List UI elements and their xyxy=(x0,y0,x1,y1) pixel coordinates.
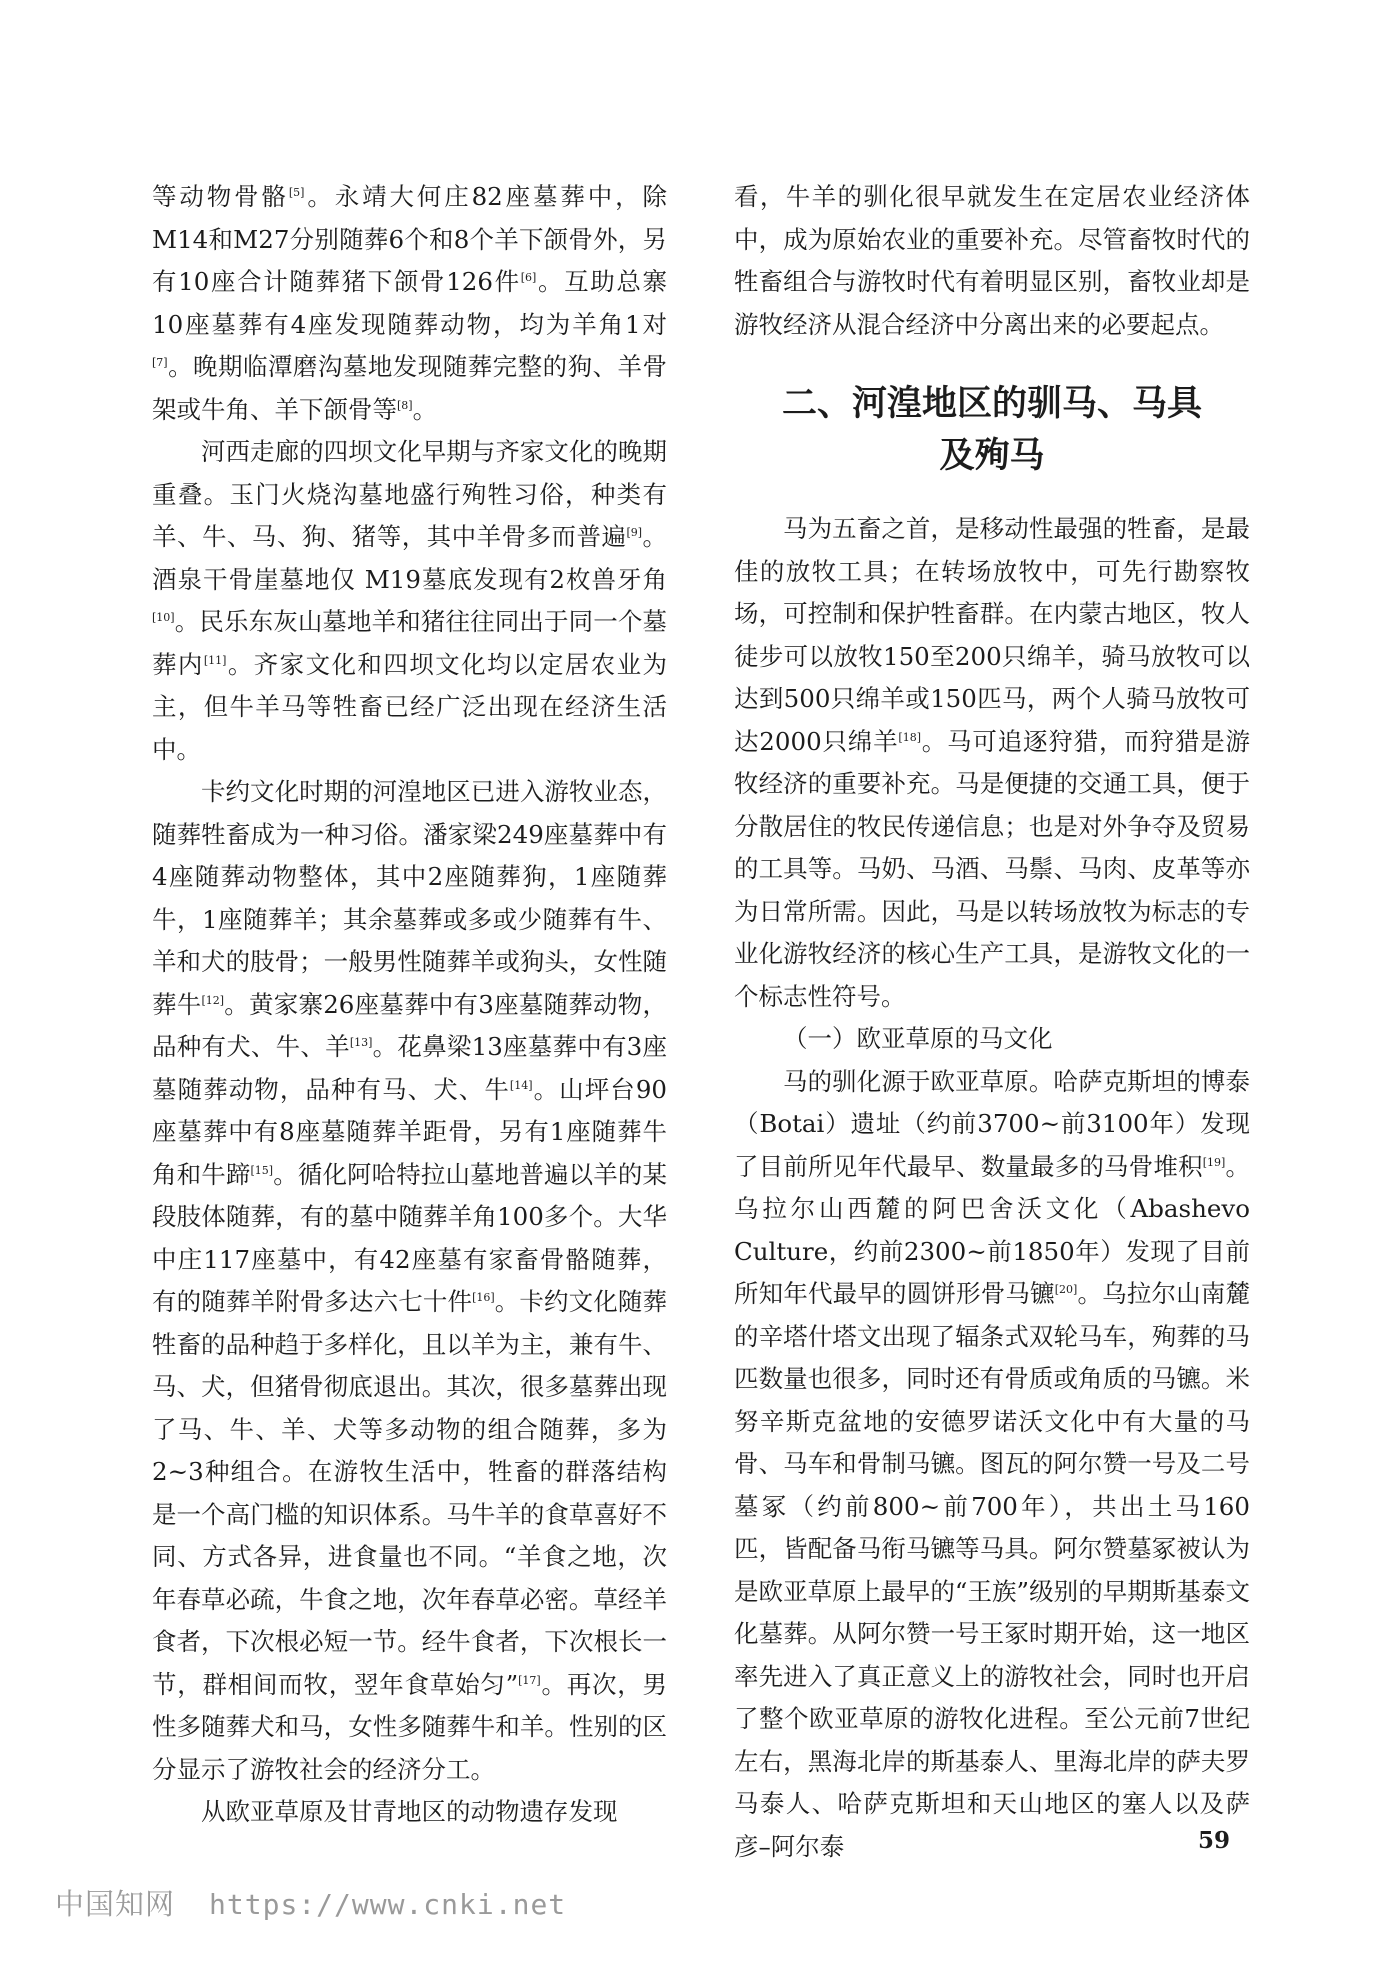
paragraph xyxy=(152,431,667,771)
citation-ref: [15] xyxy=(250,1163,274,1177)
paragraph-text: 。晚期临潭磨沟墓地发现随葬完整的狗、羊骨架或牛角、羊下颌骨等 xyxy=(152,352,667,424)
paragraph-text: 看，牛羊的驯化很早就发生在定居农业经济体中，成为原始农业的重要补充。尽管畜牧时代的牲畜组合与游牧时代有着明显区别，畜牧业却是游牧经济从混合经济中分离出来的必要起点。 xyxy=(734,182,1250,339)
paragraph-text: 。马可追逐狩猎，而狩猎是游牧经济的重要补充。马是便捷的交通工具，便于分散居住的牧民传递信息；也是对外争夺及贸易的工具等。马奶、马酒、马鬃、马肉、皮革等亦为日常所需。因此，马是以转场放牧为标志的专业化游牧经济的核心生产工具，是游牧文化的一个标志性符号。 xyxy=(734,726,1251,1011)
paragraph-text: 。齐家文化和四坝文化均以定居农业为主，但牛羊马等牲畜已经广泛出现在经济生活中。 xyxy=(152,649,668,764)
citation-ref: [20] xyxy=(1054,1283,1078,1296)
section-heading-line: 及殉马 xyxy=(939,436,1045,476)
right-column xyxy=(734,176,1250,1868)
paragraph-text: 从欧亚草原及甘青地区的动物遗存发现 xyxy=(201,1797,618,1826)
paragraph-text: 等动物骨骼 xyxy=(152,182,289,211)
paragraph-text: 。 xyxy=(412,394,438,424)
left-column xyxy=(152,176,667,1834)
paragraph-text: 马为五畜之首，是移动性最强的牲畜，是最佳的放牧工具；在转场放牧中，可先行勘察牧场，可控制和保护牲畜群。在内蒙古地区，牧人徒步可以放牧150至200只绵羊，骑马放牧可以达到500只绵羊或150匹马，两个人骑马放牧可达2000只绵羊 xyxy=(734,514,1250,756)
citation-ref: [5] xyxy=(288,186,305,199)
paragraph xyxy=(734,1061,1250,1869)
paragraph-text: 。乌拉尔山西麓的阿巴舍沃文化（Abashevo Culture，约前2300~前1850年）发现了目前所知年代最早的圆饼形骨马镳 xyxy=(734,1151,1250,1308)
paragraph xyxy=(152,1791,667,1834)
paragraph xyxy=(734,508,1250,1018)
citation-ref: [6] xyxy=(520,271,537,284)
watermark-cnki-name: 中国知网 xyxy=(55,1887,176,1921)
paragraph-text: 。永靖大何庄82座墓葬中，除M14和M27分别随葬6个和8个羊下颌骨外，另有10座合计随葬猪下颌骨126件 xyxy=(152,182,667,296)
paragraph-text: 。卡约文化随葬牲畜的品种趋于多样化，且以羊为主，兼有牛、马、犬，但猪骨彻底退出。其次，很多墓葬出现了马、牛、羊、犬等多动物的组合随葬，多为2~3种组合。在游牧生活中，牲畜的群落结构是一个高门槛的知识体系。马牛羊的食草喜好不同、方式各异，进食量也不同。“羊食之地，次年春草必疏，牛食之地，次年春草必密。草经羊食者，下次根必短一节。经牛食者，下次根长一节，群相间而牧，翌年食草始匀” xyxy=(152,1287,667,1699)
paragraph xyxy=(152,176,667,431)
paragraph-text: 马的驯化源于欧亚草原。哈萨克斯坦的博泰（Botai）遗址（约前3700~前3100年）发现了目前所见年代最早、数量最多的马骨堆积 xyxy=(734,1066,1250,1181)
citation-ref: [13] xyxy=(349,1036,373,1049)
paragraph-text: 。乌拉尔山南麓的辛塔什塔文出现了辐条式双轮马车，殉葬的马匹数量也很多，同时还有骨质或角质的马镳。米努辛斯克盆地的安德罗诺沃文化中有大量的马骨、马车和骨制马镳。图瓦的阿尔赞一号及二号墓冢（约前800~前700年），共出土马160匹，皆配备马衔马镳等马具。阿尔赞墓冢被认为是欧亚草原上最早的“王族”级别的早期斯基泰文化墓葬。从阿尔赞一号王冢时期开始，这一地区率先进入了真正意义上的游牧社会，同时也开启了整个欧亚草原的游牧化进程。至公元前7世纪左右，黑海北岸的斯基泰人、里海北岸的萨夫罗马泰人、哈萨克斯坦和天山地区的塞人以及萨彦–阿尔泰 xyxy=(734,1279,1251,1861)
citation-ref: [14] xyxy=(509,1078,533,1092)
paragraph-text: 。民乐东灰山墓地羊和猪往往同出于同一个墓葬内 xyxy=(152,607,667,679)
citation-ref: [11] xyxy=(203,653,227,667)
watermark-url: https://www.cnki.net xyxy=(209,1888,567,1921)
paragraph-text: 。黄家寨26座墓葬中有3座墓随葬动物，品种有犬、牛、羊 xyxy=(152,989,668,1061)
section-heading xyxy=(734,378,1250,482)
paragraph-text: 。循化阿哈特拉山墓地普遍以羊的某段肢体随葬，有的墓中随葬羊角100多个。大华中庄117座墓中，有42座墓有家畜骨骼随葬，有的随葬羊附骨多达六七十件 xyxy=(152,1159,668,1316)
citation-ref: [12] xyxy=(201,993,225,1007)
citation-ref: [9] xyxy=(626,526,643,539)
paragraph-text: 河西走廊的四坝文化早期与齐家文化的晚期重叠。玉门火烧沟墓地盛行殉牲习俗，种类有羊、牛、马、狗、猪等，其中羊骨多而普遍 xyxy=(152,437,667,551)
citation-ref: [10] xyxy=(152,611,175,624)
paragraph xyxy=(152,771,667,1791)
subsection-heading: （一）欧亚草原的马文化 xyxy=(783,1024,1053,1053)
paragraph-text: 。山坪台90座墓葬中有8座墓随葬羊距骨，另有1座随葬牛角和牛蹄 xyxy=(152,1074,667,1189)
paragraph-text: 。酒泉干骨崖墓地仅 M19墓底发现有2枚兽牙角 xyxy=(152,522,668,594)
section-heading-line: 二、河湟地区的驯马、马具 xyxy=(781,384,1202,424)
paragraph-text: 。再次，男性多随葬犬和马，女性多随葬牛和羊。性别的区分显示了游牧社会的经济分工。 xyxy=(152,1669,668,1784)
cnki-watermark xyxy=(55,1882,566,1923)
citation-ref: [18] xyxy=(898,730,921,744)
paragraph-text: 。花鼻梁13座墓葬中有3座墓随葬动物，品种有马、犬、牛 xyxy=(152,1032,667,1104)
citation-ref: [8] xyxy=(397,398,413,412)
page-number: 59 xyxy=(1198,1827,1231,1854)
paragraph-text: 。互助总寨10座墓葬有4座发现随葬动物，均为羊角1对 xyxy=(152,267,668,339)
paragraph-text: 卡约文化时期的河湟地区已进入游牧业态，随葬牲畜成为一种习俗。潘家梁249座墓葬中有4座随葬动物整体，其中2座随葬狗，1座随葬牛，1座随葬羊；其余墓葬或多或少随葬有牛、羊和犬的肢骨；一般男性随葬羊或狗头，女性随葬牛 xyxy=(152,777,667,1019)
citation-ref: [16] xyxy=(472,1291,495,1304)
citation-ref: [19] xyxy=(1202,1155,1226,1169)
paragraph xyxy=(734,176,1250,346)
citation-ref: [7] xyxy=(152,356,168,369)
citation-ref: [17] xyxy=(518,1673,541,1687)
